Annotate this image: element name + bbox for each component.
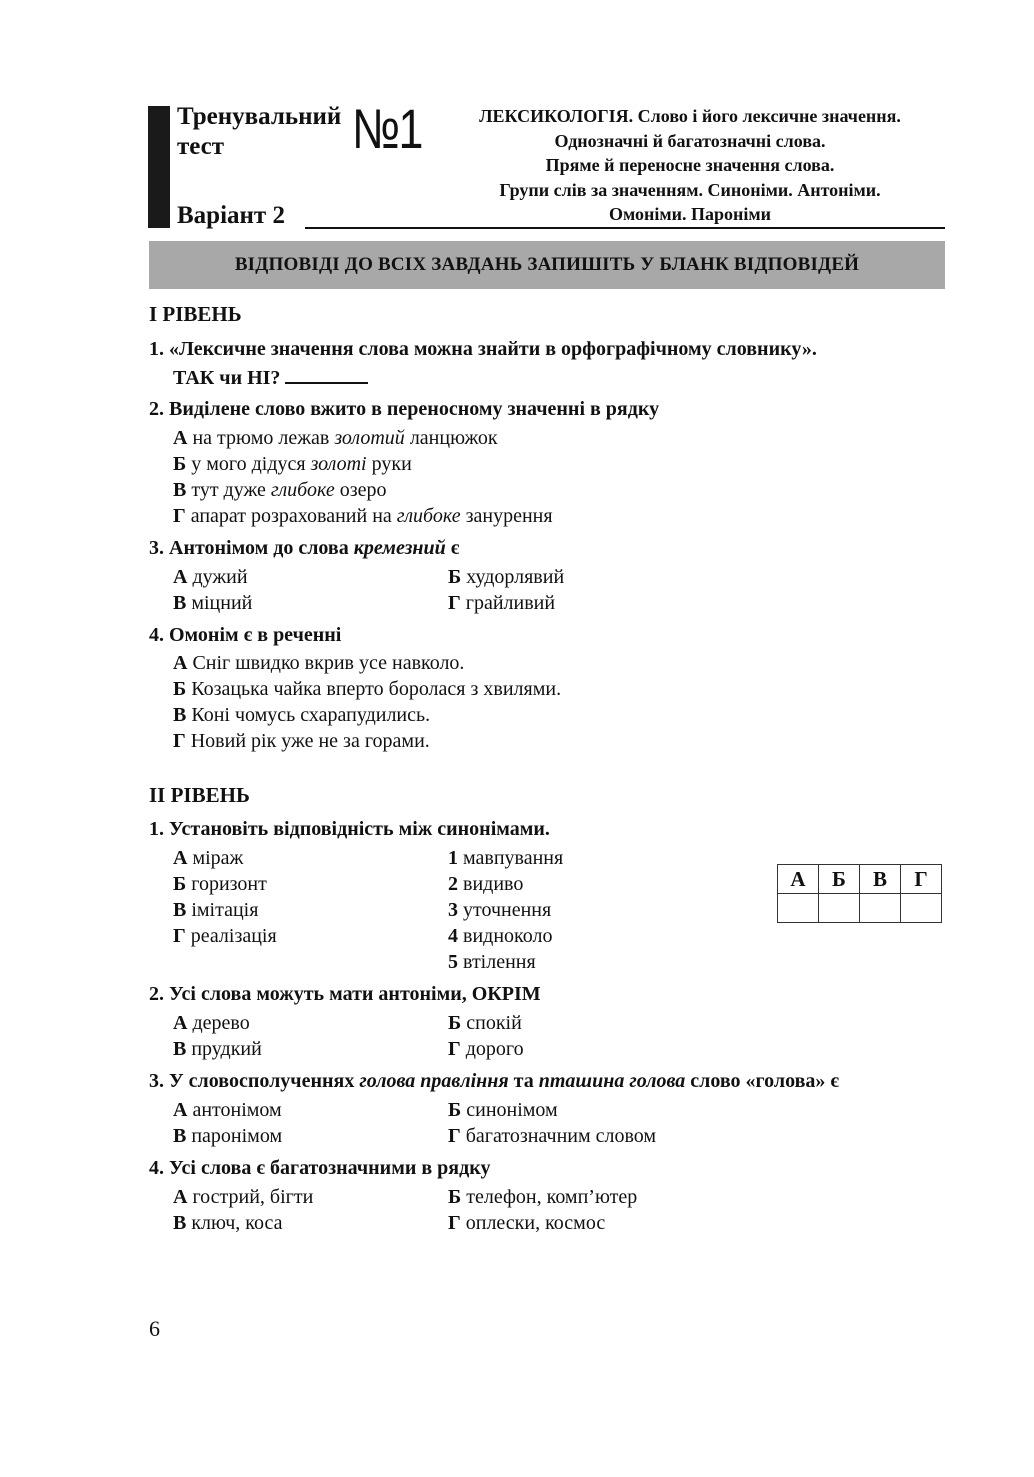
l2-q1-right-2 [448, 871, 523, 897]
l2-q1-right-5 [448, 949, 536, 975]
option-letter: А [173, 1099, 188, 1121]
option-letter: Г [173, 925, 186, 947]
option-number: 1 [448, 847, 458, 869]
option-text: оплески, космос [465, 1212, 606, 1234]
page-number: 6 [149, 1316, 160, 1341]
l2-q3-option-v [173, 1123, 282, 1149]
l2-q4-text: 4. Усі слова є багатозначними в рядку [149, 1157, 491, 1179]
answer-grid-header-cell: В [860, 865, 901, 894]
option-letter: Б [448, 1186, 462, 1208]
option-letter: В [173, 899, 187, 921]
l1-q2-option-v [173, 477, 386, 503]
option-letter: Г [448, 592, 461, 614]
l2-q1-right-1 [448, 845, 563, 871]
l2-q2-text: 2. Усі слова можуть мати антоніми, ОКРІМ [149, 983, 541, 1005]
option-text: антонімом [192, 1099, 282, 1121]
question-text: слово «голова» є [690, 1070, 840, 1092]
option-text: втілення [463, 951, 536, 973]
option-text: синонімом [466, 1099, 558, 1121]
l2-q3-option-b [448, 1097, 558, 1123]
option-text: Сніг швидко вкрив усе навколо. [192, 652, 465, 674]
l1-q2-text: 2. Виділене слово вжито в переносному значенні в рядку [149, 398, 660, 420]
option-text: грайливий [465, 592, 556, 614]
option-text: занурення [465, 505, 553, 527]
test-number: №1 [352, 97, 422, 160]
l1-q2-option-b [173, 451, 412, 477]
option-text: мавпування [463, 847, 564, 869]
option-highlight: золоті [310, 453, 367, 475]
l2-q2-option-h [448, 1036, 524, 1062]
l2-q1-left-h [173, 923, 277, 949]
instruction-banner: ВІДПОВІДІ ДО ВСІХ ЗАВДАНЬ ЗАПИШІТЬ У БЛАНК ВІДПОВІДЕЙ [149, 241, 945, 289]
answer-cell-v[interactable] [860, 894, 901, 923]
l2-q1-left-a [173, 845, 243, 871]
option-text: дужий [192, 566, 248, 588]
option-number: 2 [448, 873, 458, 895]
option-letter: А [173, 1186, 188, 1208]
option-letter: В [173, 1125, 187, 1147]
l2-q2-option-a [173, 1010, 250, 1036]
option-text: Коні чомусь схарапудились. [191, 704, 431, 726]
option-highlight: глибоке [270, 479, 335, 501]
l2-q4-option-v [173, 1210, 282, 1236]
option-letter: А [173, 847, 188, 869]
test-title-line2: тест [177, 133, 225, 160]
answer-cell-h[interactable] [901, 894, 942, 923]
option-text: Новий рік уже не за горами. [190, 730, 430, 752]
option-text: телефон, комп’ютер [466, 1186, 638, 1208]
answer-grid-header [778, 865, 942, 894]
topic-line: Пряме й переносне значення слова. [545, 155, 835, 175]
l2-q3-option-a [173, 1097, 282, 1123]
header-bar [148, 106, 170, 228]
l2-q2-option-b [448, 1010, 522, 1036]
option-text: міцний [191, 592, 253, 614]
option-number: 4 [448, 925, 458, 947]
option-text: руки [371, 453, 412, 475]
question-highlight: голова правління [359, 1070, 509, 1092]
option-text: прудкий [191, 1038, 262, 1060]
l1-q4-option-b [173, 676, 561, 702]
option-letter: В [173, 1038, 187, 1060]
option-text: апарат розрахований на [190, 505, 392, 527]
l1-q4-option-a [173, 650, 464, 676]
l1-q3-option-v [173, 590, 252, 616]
l2-q4-option-a [173, 1184, 313, 1210]
l2-q1-left-b [173, 871, 267, 897]
answer-grid-header-cell: А [778, 865, 819, 894]
level1-title: І РІВЕНЬ [149, 302, 242, 326]
option-letter: Г [448, 1038, 461, 1060]
option-text: міраж [192, 847, 244, 869]
answer-grid [777, 864, 942, 923]
option-text: спокій [466, 1012, 522, 1034]
option-text: дорого [465, 1038, 524, 1060]
option-letter: А [173, 652, 188, 674]
option-letter: В [173, 1212, 187, 1234]
option-letter: В [173, 704, 187, 726]
option-letter: Б [448, 1012, 462, 1034]
option-text: паронімом [191, 1125, 283, 1147]
topic-line: Групи слів за значенням. Синоніми. Антоніми. [499, 179, 881, 200]
option-letter: Г [448, 1212, 461, 1234]
l2-q2-option-v [173, 1036, 262, 1062]
l1-q4-option-v [173, 702, 430, 728]
l1-q2-option-h [173, 503, 553, 529]
l1-q4-text: 4. Омонім є в реченні [149, 624, 342, 646]
l1-q1-answer-blank[interactable] [285, 362, 368, 384]
option-text: ланцюжок [409, 427, 498, 449]
option-text: гострий, бігти [192, 1186, 314, 1208]
l1-q3-option-a [173, 564, 248, 590]
answer-cell-a[interactable] [778, 894, 819, 923]
option-letter: В [173, 592, 187, 614]
l1-q1-line1: 1. «Лексичне значення слова можна знайти в орфографічному словнику». [149, 338, 817, 360]
question-text: 3. Антонімом до слова [149, 537, 349, 559]
option-text: видиво [463, 873, 524, 895]
l1-q2-option-a [173, 425, 498, 451]
level2-title: ІІ РІВЕНЬ [149, 783, 250, 807]
option-text: Козацька чайка вперто боролася з хвилями. [191, 678, 562, 700]
option-letter: Б [173, 453, 187, 475]
option-letter: Г [173, 730, 186, 752]
question-text: є [450, 537, 460, 559]
l1-q4-option-h [173, 728, 430, 754]
l2-q1-text: 1. Установіть відповідність між синонімами. [149, 818, 550, 840]
option-letter: А [173, 427, 188, 449]
topic-line: Однозначні й багатозначні слова. [554, 130, 826, 151]
option-text: видноколо [463, 925, 553, 947]
l1-q3-option-h [448, 590, 555, 616]
topic-line: ЛЕКСИКОЛОГІЯ. Слово і його лексичне значення. [479, 106, 901, 126]
l1-q1-line2 [173, 362, 368, 391]
option-letter: Г [448, 1125, 461, 1147]
option-text: ключ, коса [191, 1212, 283, 1234]
option-letter: А [173, 566, 188, 588]
variant-label: Варіант 2 [177, 202, 285, 229]
l2-q3-text [149, 1068, 839, 1094]
answer-grid-header-cell: Б [819, 865, 860, 894]
option-text: на трюмо лежав [192, 427, 330, 449]
l1-q1-prompt: ТАК чи НІ? [173, 367, 281, 389]
option-letter: Г [173, 505, 186, 527]
answer-grid-input-row [778, 894, 942, 923]
option-letter: А [173, 1012, 188, 1034]
option-text: реалізація [190, 925, 277, 947]
option-letter: Б [173, 678, 187, 700]
option-letter: Б [448, 566, 462, 588]
l2-q1-right-3 [448, 897, 551, 923]
topic-block [440, 104, 940, 227]
question-highlight: пташина голова [538, 1070, 686, 1092]
l2-q4-option-h [448, 1210, 605, 1236]
test-title-line1: Тренувальний [177, 103, 342, 130]
option-highlight: глибоке [396, 505, 461, 527]
question-highlight: кремезний [353, 537, 446, 559]
l1-q3-text [149, 535, 459, 561]
option-highlight: золотий [334, 427, 405, 449]
option-number: 3 [448, 899, 458, 921]
l2-q1-left-v [173, 897, 258, 923]
header-underline [305, 227, 945, 229]
l2-q4-option-b [448, 1184, 637, 1210]
option-text: тут дуже [191, 479, 266, 501]
option-text: горизонт [191, 873, 267, 895]
option-text: худорлявий [466, 566, 565, 588]
option-text: озеро [339, 479, 387, 501]
l1-q3-option-b [448, 564, 564, 590]
test-title [177, 102, 341, 162]
option-text: багатозначним словом [465, 1125, 657, 1147]
option-text: імітація [191, 899, 259, 921]
option-letter: Б [448, 1099, 462, 1121]
option-number: 5 [448, 951, 458, 973]
l2-q1-right-4 [448, 923, 552, 949]
answer-grid-header-cell: Г [901, 865, 942, 894]
option-letter: В [173, 479, 187, 501]
option-text: уточнення [463, 899, 552, 921]
option-text: у мого дідуся [191, 453, 306, 475]
answer-cell-b[interactable] [819, 894, 860, 923]
l2-q3-option-h [448, 1123, 656, 1149]
question-text: 3. У словосполученнях [149, 1070, 355, 1092]
option-text: дерево [192, 1012, 250, 1034]
topic-line: Омоніми. Пароніми [608, 204, 772, 224]
option-letter: Б [173, 873, 187, 895]
question-text: та [513, 1070, 534, 1092]
